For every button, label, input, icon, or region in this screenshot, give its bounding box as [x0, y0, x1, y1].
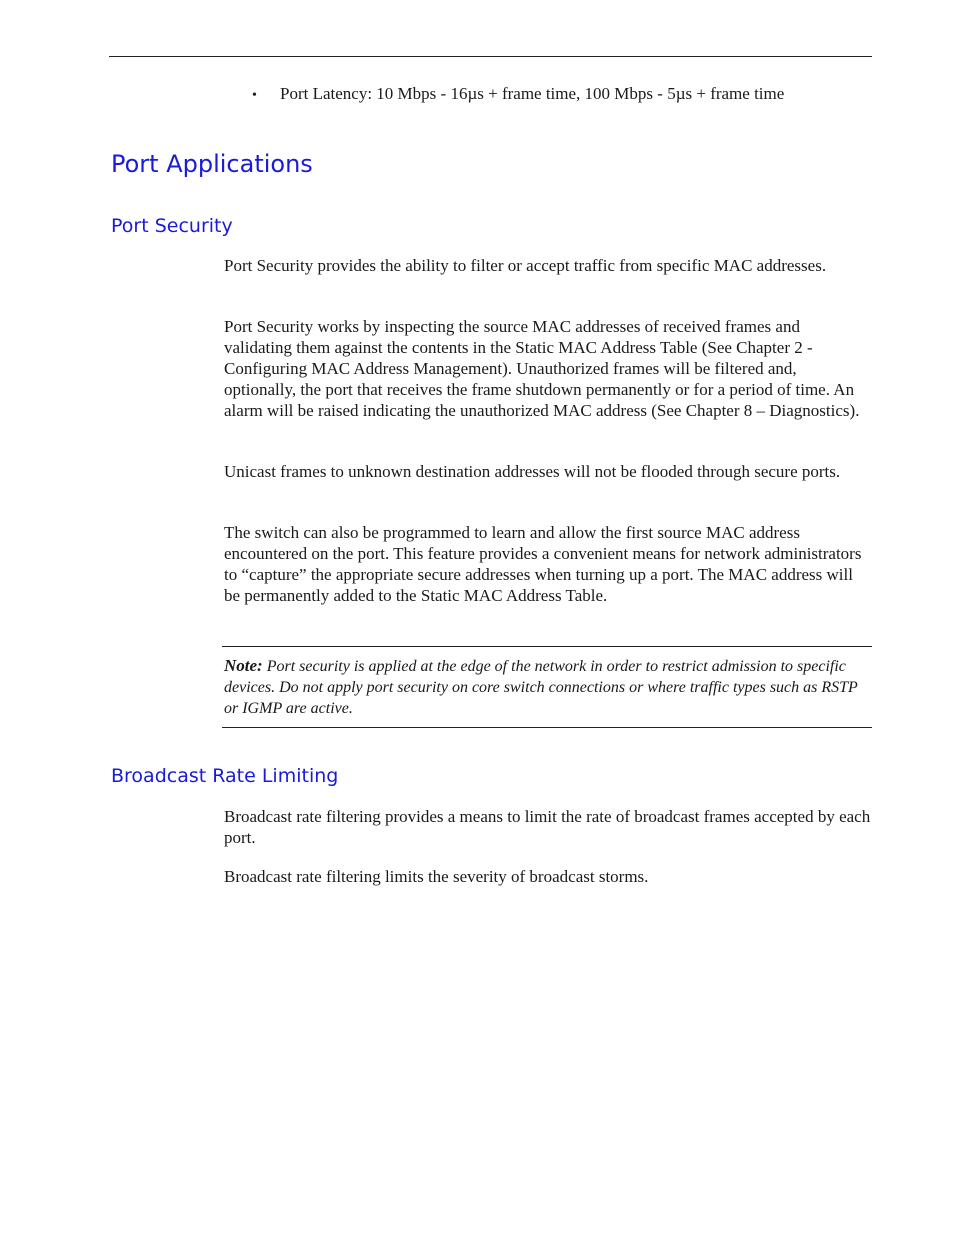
bullet-text: Port Latency: 10 Mbps - 16µs + frame time, 100 Mbps - 5µs + frame time [280, 84, 785, 103]
note-label: Note: [224, 656, 263, 675]
port-security-paragraph-3: Unicast frames to unknown destination addresses will not be flooded through secure ports. [224, 462, 841, 481]
note-box [222, 646, 872, 728]
list-item [252, 83, 784, 107]
note-text [224, 655, 870, 719]
broadcast-rate-limiting-heading: Broadcast Rate Limiting [111, 765, 339, 787]
port-security-paragraph-4: The switch can also be programmed to learn and allow the first source MAC address encountered on the port. This feature provides a convenient means for network administrators to “capture” the appropriate secure addresses when turning up a port. The MAC address will be permanently added to the Static MAC Address Table. [224, 523, 862, 605]
port-security-paragraph-2: Port Security works by inspecting the source MAC addresses of received frames and validating them against the contents in the Static MAC Address Table (See Chapter 2 - Configuring MAC Address Management). Unauthorized frames will be filtered and, optionally, the port that receives the frame shutdown permanently or for a period of time. An alarm will be raised indicating the unauthorized MAC address (See Chapter 8 – Diagnostics). [224, 317, 860, 420]
note-body: Port security is applied at the edge of the network in order to restrict admission to specific devices. Do not apply port security on core switch connections or where traffic types such as RSTP or IGMP are active. [224, 658, 858, 717]
bullet-icon: • [252, 88, 257, 103]
broadcast-paragraph-1: Broadcast rate filtering provides a means to limit the rate of broadcast frames accepted by each port. [224, 807, 871, 847]
section-title: Port Applications [111, 150, 313, 178]
port-security-heading: Port Security [111, 215, 233, 237]
port-security-paragraph-1: Port Security provides the ability to filter or accept traffic from specific MAC addresses. [224, 256, 827, 275]
header-rule [109, 56, 872, 57]
broadcast-paragraph-2: Broadcast rate filtering limits the severity of broadcast storms. [224, 867, 649, 886]
